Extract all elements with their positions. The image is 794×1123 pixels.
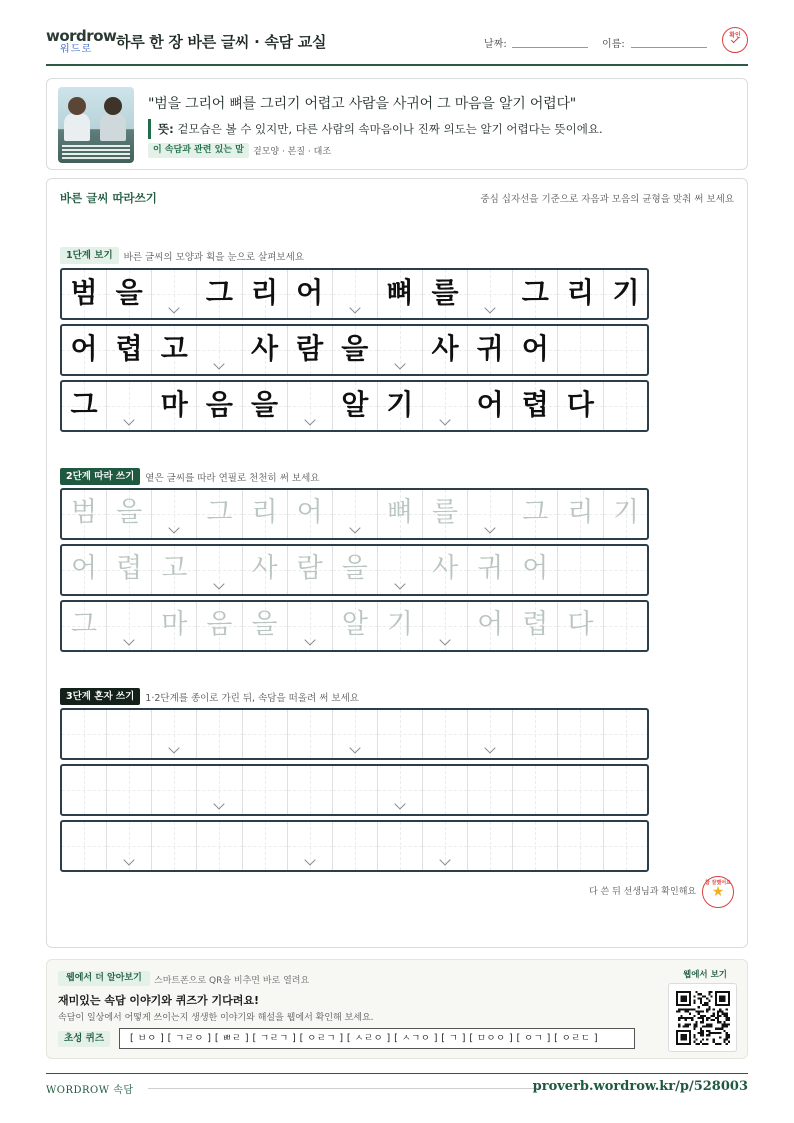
grid-cell[interactable]: [423, 710, 468, 758]
grid-cell[interactable]: [604, 822, 649, 870]
grid-cell: [333, 270, 378, 318]
grid-character: 렵: [522, 609, 549, 640]
name-field[interactable]: [631, 47, 707, 48]
grid-character: 귀: [476, 332, 504, 365]
grid-cell: [468, 382, 513, 430]
grid-character: 그: [206, 497, 233, 528]
space-mark-icon: [349, 742, 360, 753]
space-mark-icon: [349, 302, 360, 313]
grid-cell[interactable]: [558, 710, 603, 758]
grid-cell: [604, 546, 649, 594]
grid-cell[interactable]: [333, 710, 378, 758]
practice-row-write-2[interactable]: [60, 764, 649, 816]
grid-cell: [333, 490, 378, 538]
grid-cell[interactable]: [423, 766, 468, 814]
grid-cell: [378, 326, 423, 374]
step-1-header: [60, 245, 304, 263]
qr-code-icon[interactable]: [676, 991, 730, 1045]
step-1-badge: 1단계 보기: [60, 247, 119, 264]
grid-cell: [378, 270, 423, 318]
check-stamp-icon: 확인: [722, 27, 748, 53]
space-mark-icon: [304, 634, 315, 645]
space-mark-icon: [394, 798, 405, 809]
qr-code-frame[interactable]: [668, 983, 737, 1052]
grid-cell[interactable]: [107, 766, 152, 814]
logo-hangul: 워드로: [60, 44, 92, 55]
grid-cell: [333, 602, 378, 650]
grid-character: 뼈: [386, 497, 413, 528]
web-info-box: [46, 959, 748, 1059]
grid-cell[interactable]: [333, 822, 378, 870]
grid-character: 어: [70, 332, 98, 365]
grid-character: 사: [251, 332, 279, 365]
space-mark-icon: [394, 578, 405, 589]
grid-cell[interactable]: [288, 766, 333, 814]
space-mark-icon: [304, 854, 315, 865]
grid-character: 를: [432, 497, 459, 528]
grid-character: 리: [567, 497, 594, 528]
grid-cell: [288, 270, 333, 318]
grid-cell: [468, 326, 513, 374]
practice-row-write-1[interactable]: [60, 708, 649, 760]
step-2-desc: 옅은 글씨를 따라 연필로 천천히 써 보세요: [145, 472, 320, 484]
grid-cell: [152, 270, 197, 318]
grid-cell: [423, 326, 468, 374]
grid-character: 을: [251, 388, 279, 421]
grid-cell[interactable]: [197, 822, 242, 870]
grid-character: 범: [71, 497, 98, 528]
practice-row-view-1: [60, 268, 649, 320]
grid-cell: [513, 602, 558, 650]
grid-cell: [152, 326, 197, 374]
grid-cell[interactable]: [468, 766, 513, 814]
grid-character: 어: [476, 388, 504, 421]
grid-character: 렵: [115, 332, 143, 365]
space-mark-icon: [439, 634, 450, 645]
grid-character: 범: [70, 276, 98, 309]
grid-cell: [197, 326, 242, 374]
practice-row-view-2: [60, 324, 649, 376]
grid-cell: [288, 490, 333, 538]
related-words: 겉모양 · 본질 · 대조: [253, 147, 332, 157]
practice-row-trace-1: [60, 488, 649, 540]
grid-character: 어: [71, 553, 98, 584]
grid-cell: [604, 270, 649, 318]
grid-character: 어: [477, 609, 504, 640]
date-label: 날짜:: [484, 39, 507, 50]
grid-cell: [243, 490, 288, 538]
related-words-badge: 이 속담과 관련 있는 말: [148, 143, 249, 158]
grid-cell: [513, 270, 558, 318]
grid-character: 기: [386, 388, 414, 421]
grid-cell: [423, 490, 468, 538]
grid-cell: [468, 490, 513, 538]
web-more-badge: 웹에서 더 알아보기: [58, 971, 150, 986]
grid-cell: [558, 490, 603, 538]
grid-character: 기: [612, 276, 640, 309]
grid-cell: [513, 326, 558, 374]
grid-cell[interactable]: [468, 822, 513, 870]
grid-cell: [604, 602, 649, 650]
grid-cell: [152, 382, 197, 430]
grid-cell: [423, 382, 468, 430]
grid-cell[interactable]: [604, 710, 649, 758]
grid-cell: [243, 602, 288, 650]
grid-cell: [423, 602, 468, 650]
proverb-illustration[interactable]: [58, 87, 134, 163]
grid-character: 어: [296, 497, 323, 528]
grid-cell: [378, 490, 423, 538]
grid-character: 귀: [477, 553, 504, 584]
grid-cell[interactable]: [107, 822, 152, 870]
grid-character: 렵: [521, 388, 549, 421]
grid-cell: [423, 546, 468, 594]
grid-cell: [243, 326, 288, 374]
grid-character: 기: [613, 497, 640, 528]
grid-cell: [288, 602, 333, 650]
grid-character: 마: [160, 388, 188, 421]
grid-cell: [62, 382, 107, 430]
grid-cell: [423, 270, 468, 318]
grid-cell[interactable]: [152, 766, 197, 814]
step-3-header: [60, 686, 359, 704]
grid-character: 람: [296, 553, 323, 584]
footer-line: [148, 1088, 538, 1089]
grid-cell: [604, 326, 649, 374]
grid-cell[interactable]: [197, 766, 242, 814]
proverb-meaning: [158, 121, 603, 137]
grid-cell[interactable]: [333, 766, 378, 814]
grid-character: 리: [251, 276, 279, 309]
grid-cell: [604, 382, 649, 430]
step-2-badge: 2단계 따라 쓰기: [60, 468, 140, 485]
practice-row-trace-3: [60, 600, 649, 652]
space-mark-icon: [124, 634, 135, 645]
step-2-header: [60, 466, 319, 484]
grid-character: 그: [205, 276, 233, 309]
grid-character: 그: [70, 388, 98, 421]
grid-cell: [333, 382, 378, 430]
info-heading: 재미있는 속담 이야기와 퀴즈가 기다려요!: [58, 994, 259, 1007]
grid-character: 리: [566, 276, 594, 309]
grid-cell: [197, 382, 242, 430]
grid-cell: [333, 546, 378, 594]
proverb-card: [46, 78, 748, 170]
grid-cell[interactable]: [197, 710, 242, 758]
grid-character: 렵: [116, 553, 143, 584]
grid-cell[interactable]: [558, 822, 603, 870]
space-mark-icon: [304, 414, 315, 425]
space-mark-icon: [214, 578, 225, 589]
space-mark-icon: [214, 798, 225, 809]
space-mark-icon: [124, 414, 135, 425]
grid-cell: [558, 270, 603, 318]
footer-brand: WORDROW 속담: [46, 1085, 134, 1096]
grid-character: 뼈: [386, 276, 414, 309]
grid-cell: [243, 270, 288, 318]
meaning-label: 뜻:: [158, 122, 174, 136]
space-mark-icon: [214, 358, 225, 369]
grid-cell[interactable]: [513, 822, 558, 870]
grid-cell: [243, 382, 288, 430]
grid-cell[interactable]: [107, 710, 152, 758]
grid-cell: [558, 546, 603, 594]
space-mark-icon: [349, 522, 360, 533]
grid-character: 다: [567, 609, 594, 640]
space-mark-icon: [394, 358, 405, 369]
grid-cell[interactable]: [513, 766, 558, 814]
header-divider: [46, 64, 748, 66]
grid-cell[interactable]: [423, 822, 468, 870]
date-field[interactable]: [512, 47, 588, 48]
grid-cell: [513, 546, 558, 594]
wordrow-logo[interactable]: [46, 27, 117, 58]
grid-cell[interactable]: [62, 766, 107, 814]
space-mark-icon: [169, 302, 180, 313]
grid-character: 고: [161, 553, 188, 584]
grid-character: 고: [160, 332, 188, 365]
grid-cell: [558, 326, 603, 374]
grid-cell: [243, 546, 288, 594]
grid-character: 을: [341, 332, 369, 365]
grid-cell: [288, 546, 333, 594]
grid-cell[interactable]: [468, 710, 513, 758]
grid-cell[interactable]: [62, 822, 107, 870]
page-title: 하루 한 장 바른 글씨 · 속담 교실: [116, 33, 327, 51]
grid-cell[interactable]: [62, 710, 107, 758]
grid-character: 기: [386, 609, 413, 640]
practice-hint: 중심 십자선을 기준으로 자음과 모음의 균형을 맞춰 써 보세요: [480, 194, 734, 205]
grid-cell: [152, 490, 197, 538]
grid-cell: [468, 270, 513, 318]
space-mark-icon: [439, 414, 450, 425]
space-mark-icon: [485, 522, 496, 533]
grid-cell[interactable]: [152, 710, 197, 758]
grid-cell: [468, 546, 513, 594]
grid-cell: [152, 546, 197, 594]
grid-cell: [152, 602, 197, 650]
name-label: 이름:: [602, 39, 625, 50]
grid-cell: [107, 546, 152, 594]
grid-cell[interactable]: [378, 822, 423, 870]
proverb-text: "범을 그리어 뼈를 그리기 어렵고 사람을 사귀어 그 마음을 알기 어렵다": [148, 96, 577, 112]
info-subtext: 속담이 일상에서 어떻게 쓰이는지 생생한 이야기와 해설을 웹에서 확인해 보세요.: [58, 1013, 374, 1023]
grid-cell: [378, 602, 423, 650]
space-mark-icon: [169, 522, 180, 533]
logo-wordmark: wordrow: [46, 27, 117, 45]
space-mark-icon: [124, 854, 135, 865]
grid-character: 을: [341, 553, 368, 584]
grid-character: 그: [522, 497, 549, 528]
space-mark-icon: [169, 742, 180, 753]
grid-cell: [378, 546, 423, 594]
grid-cell[interactable]: [243, 710, 288, 758]
practice-row-view-3: [60, 380, 649, 432]
grid-character: 람: [296, 332, 324, 365]
grid-cell[interactable]: [558, 766, 603, 814]
web-more-desc: 스마트폰으로 QR을 비추면 바로 열려요: [154, 976, 310, 986]
grid-cell: [62, 602, 107, 650]
grid-cell: [107, 270, 152, 318]
practice-row-trace-2: [60, 544, 649, 596]
grid-character: 알: [341, 388, 369, 421]
grid-cell: [333, 326, 378, 374]
footer-url-link[interactable]: proverb.wordrow.kr/p/528003: [532, 1079, 748, 1094]
grid-cell: [513, 382, 558, 430]
grid-cell[interactable]: [152, 822, 197, 870]
grid-character: 알: [341, 609, 368, 640]
grid-cell: [107, 602, 152, 650]
meaning-accent-bar: [148, 119, 151, 139]
grid-character: 그: [71, 609, 98, 640]
grid-cell[interactable]: [243, 822, 288, 870]
space-mark-icon: [485, 302, 496, 313]
grid-cell: [197, 546, 242, 594]
grid-character: 어: [522, 553, 549, 584]
grid-character: 사: [432, 553, 459, 584]
grid-cell[interactable]: [604, 766, 649, 814]
grid-character: 을: [115, 276, 143, 309]
grid-character: 리: [251, 497, 278, 528]
grid-cell[interactable]: [513, 710, 558, 758]
step-1-desc: 바른 글씨의 모양과 획을 눈으로 살펴보세요: [123, 251, 304, 263]
grid-cell: [468, 602, 513, 650]
grid-character: 마: [161, 609, 188, 640]
grid-character: 다: [566, 388, 594, 421]
grid-cell: [197, 602, 242, 650]
step-3-desc: 1·2단계를 종이로 가린 뒤, 속담을 떠올려 써 보세요: [145, 692, 359, 704]
grid-cell[interactable]: [288, 710, 333, 758]
teacher-confirm-text: 다 쓴 뒤 선생님과 확인해요: [589, 887, 697, 897]
grid-character: 사: [251, 553, 278, 584]
grid-cell: [197, 490, 242, 538]
qr-label: 웹에서 보기: [682, 970, 727, 980]
space-mark-icon: [485, 742, 496, 753]
practice-title: 바른 글씨 따라쓰기: [60, 191, 157, 205]
grid-cell: [378, 382, 423, 430]
grid-cell: [513, 490, 558, 538]
grid-cell: [558, 602, 603, 650]
grid-cell: [62, 546, 107, 594]
grid-cell[interactable]: [378, 766, 423, 814]
grid-cell[interactable]: [378, 710, 423, 758]
grid-character: 음: [205, 388, 233, 421]
footer-divider: [46, 1073, 748, 1074]
step-3-badge: 3단계 혼자 쓰기: [60, 688, 140, 705]
grid-cell: [288, 326, 333, 374]
grid-character: 사: [431, 332, 459, 365]
grid-character: 음: [206, 609, 233, 640]
grid-cell: [62, 490, 107, 538]
grid-cell: [558, 382, 603, 430]
grid-cell: [288, 382, 333, 430]
grid-cell: [62, 326, 107, 374]
grid-cell: [107, 326, 152, 374]
star-stamp-icon: 참 잘했어요 ★: [702, 876, 734, 908]
chosung-quiz-label: 초성 퀴즈: [58, 1031, 110, 1047]
grid-character: 을: [251, 609, 278, 640]
grid-cell: [604, 490, 649, 538]
grid-character: 어: [296, 276, 324, 309]
practice-row-write-3[interactable]: [60, 820, 649, 872]
grid-character: 어: [521, 332, 549, 365]
grid-character: 을: [116, 497, 143, 528]
grid-cell: [107, 490, 152, 538]
grid-character: 그: [521, 276, 549, 309]
grid-cell[interactable]: [288, 822, 333, 870]
grid-cell: [197, 270, 242, 318]
grid-cell: [62, 270, 107, 318]
grid-cell: [107, 382, 152, 430]
space-mark-icon: [439, 854, 450, 865]
grid-character: 를: [431, 276, 459, 309]
page-header: [46, 26, 748, 66]
chosung-quiz-box: [ ㅂㅇ ] [ ㄱㄹㅇ ] [ ㅃㄹ ] [ ㄱㄹㄱ ] [ ㅇㄹㄱ ] [ ㅅㄹㅇ ] [ ㅅㄱㅇ ] [ ㄱ ] [ ㅁㅇㅇ ] [ ㅇㄱ ] [ ㅇㄹㄷ ]: [119, 1028, 635, 1049]
grid-cell[interactable]: [243, 766, 288, 814]
meaning-text: 겉모습은 볼 수 있지만, 다른 사람의 속마음이나 진짜 의도는 알기 어렵다는 뜻이에요.: [177, 122, 603, 136]
